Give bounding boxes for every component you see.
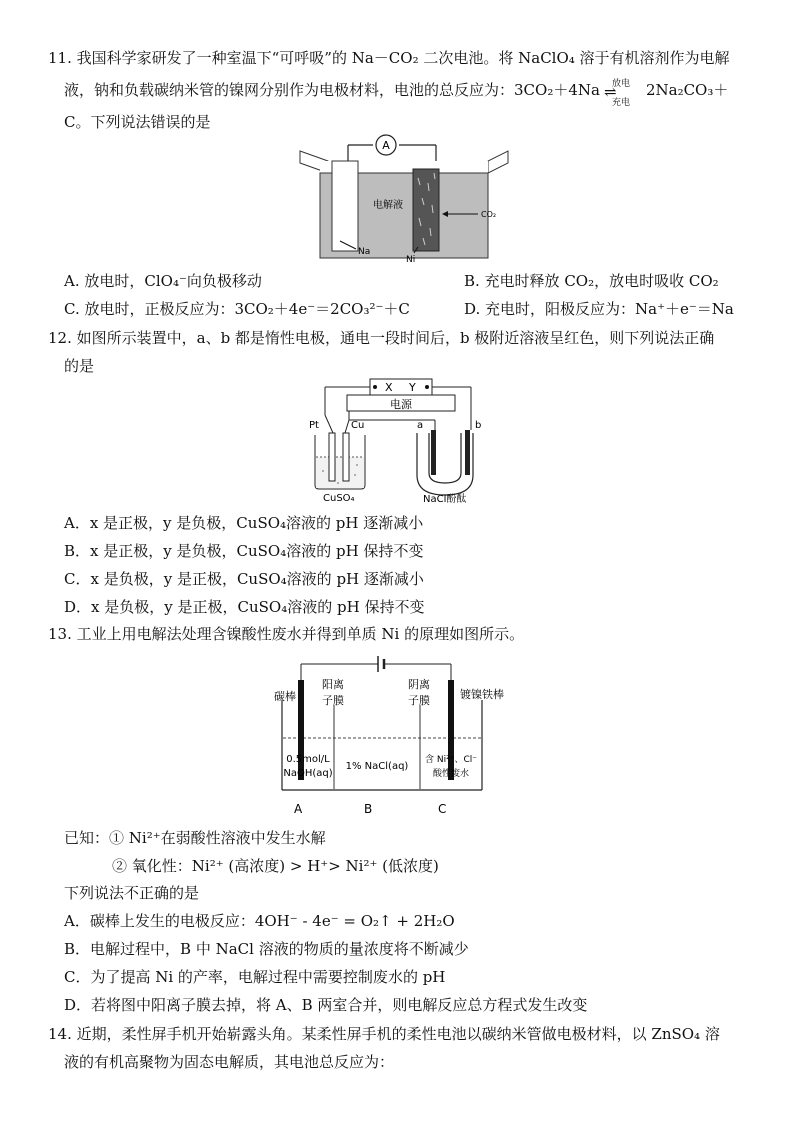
anion-membrane-label-1: 阴离 [408, 678, 430, 691]
q11-cell-diagram [298, 133, 510, 263]
cation-membrane-label-2: 子膜 [322, 694, 344, 707]
x-terminal-label: X [385, 381, 393, 394]
electrode-b [465, 430, 470, 475]
q14-line2: 液的有机高聚物为固态电解质，其电池总反应为： [64, 1053, 395, 1071]
q13-option-b: B．电解过程中，B 中 NaCl 溶液的物质的量浓度将不断减少 [64, 940, 469, 958]
cu-label: Cu [351, 420, 365, 431]
q13-option-c: C．为了提高 Ni 的产率，电解过程中需要控制废水的 pH [64, 968, 446, 986]
pt-label: Pt [309, 420, 319, 431]
q12-option-a: A．x 是正极，y 是负极，CuSO₄溶液的 pH 逐渐减小 [64, 514, 424, 532]
q12-line1: 12. 如图所示装置中，a、b 都是惰性电极，通电一段时间后，b 极附近溶液呈红色，则下列说法正确 [48, 329, 715, 347]
q12-electrolysis-diagram [305, 375, 505, 505]
q13-known-2: ② 氧化性：Ni²⁺ (高浓度) > H⁺> Ni²⁺ (低浓度) [112, 857, 439, 875]
q11-line2 [64, 79, 729, 108]
q13-option-a: A．碳棒上发生的电极反应：4OH⁻ - 4e⁻ = O₂↑ + 2H₂O [64, 912, 455, 930]
carbon-rod-label: 碳棒 [274, 690, 296, 703]
q12-option-b: B．x 是正极，y 是负极，CuSO₄溶液的 pH 保持不变 [64, 542, 424, 560]
q12-line2: 的是 [64, 357, 95, 375]
eq-bottom-label: 充电 [611, 98, 630, 108]
q13-line1: 13. 工业上用电解法处理含镍酸性废水并得到单质 Ni 的原理如图所示。 [48, 625, 525, 643]
chamber-c-solution-2: 酸性废水 [432, 769, 470, 779]
electrode-a [431, 430, 436, 475]
ammeter-label: A [382, 139, 390, 152]
chamber-a-label: A [294, 802, 303, 816]
co2-label: CO₂ [481, 210, 497, 219]
power-source-box [370, 379, 432, 395]
na-electrode [332, 161, 358, 251]
q13-option-d: D．若将图中阳离子膜去掉，将 A、B 两室合并，则电解反应总方程式发生改变 [64, 996, 588, 1014]
q11-option-d: D. 充电时，阳极反应为：Na⁺＋e⁻＝Na [464, 300, 734, 318]
cuso4-label: CuSO₄ [323, 493, 355, 504]
na-label: Na [358, 247, 371, 257]
b-label: b [475, 420, 482, 431]
nickel-plated-iron-rod [448, 680, 454, 780]
chamber-c-solution-1: 含 Ni²⁺、Cl⁻ [425, 755, 477, 765]
chamber-a-solution-2: NaOH(aq) [283, 768, 333, 779]
q11-option-b: B. 充电时释放 CO₂，放电时吸收 CO₂ [464, 272, 719, 290]
chamber-c-label: C [438, 802, 447, 816]
q13-prompt: 下列说法不正确的是 [64, 884, 200, 902]
q12-option-c: C．x 是负极，y 是正极，CuSO₄溶液的 pH 逐渐减小 [64, 570, 424, 588]
a-label: a [417, 420, 424, 431]
q11-option-a: A. 放电时，ClO₄⁻向负极移动 [64, 272, 262, 290]
nickel-iron-rod-label: 镀镍铁棒 [460, 688, 504, 701]
q11-line2-text: 液，钠和负载碳纳米管的镍网分别作为电极材料，电池的总反应为：3CO₂＋4Na [64, 81, 600, 99]
eq-top-label: 放电 [611, 79, 630, 89]
reversible-arrow [600, 79, 646, 108]
power-source-label: 电源 [390, 398, 412, 411]
u-tube [417, 433, 473, 495]
cation-membrane-label-1: 阳离 [322, 678, 344, 691]
chamber-a-solution-1: 0.5mol/L [286, 754, 330, 765]
chamber-b-label: B [364, 802, 373, 816]
ni-label: Ni [406, 255, 416, 263]
carbon-rod [298, 680, 304, 780]
q13-electrolysis-diagram [268, 650, 518, 820]
ni-electrode [413, 169, 439, 251]
electrolyte-label: 电解液 [373, 200, 403, 211]
q11-option-c: C. 放电时，正极反应为：3CO₂＋4e⁻＝2CO₃²⁻＋C [64, 300, 410, 318]
y-terminal-label: Y [409, 381, 416, 394]
q13-known-1: 已知：① Ni²⁺在弱酸性溶液中发生水解 [64, 829, 326, 847]
q14-line1: 14. 近期，柔性屏手机开始崭露头角。某柔性屏手机的柔性电池以碳纳米管做电极材料，以 ZnSO₄ 溶 [48, 1025, 720, 1043]
q11-line2-tail: 2Na₂CO₃＋ [645, 81, 729, 99]
nacl-label: NaCl酚酞 [423, 494, 467, 505]
q11-line1: 11. 我国科学家研发了一种室温下“可呼吸”的 Na－CO₂ 二次电池。将 NaClO₄ 溶于有机溶剂作为电解 [48, 49, 730, 67]
q12-option-d: D．x 是负极，y 是正极，CuSO₄溶液的 pH 保持不变 [64, 598, 425, 616]
anion-membrane-label-2: 子膜 [408, 694, 430, 707]
chamber-b-solution: 1% NaCl(aq) [345, 761, 409, 772]
q11-line3: C。下列说法错误的是 [64, 113, 211, 131]
eq-arrow-glyph: ⇌ [603, 83, 617, 101]
